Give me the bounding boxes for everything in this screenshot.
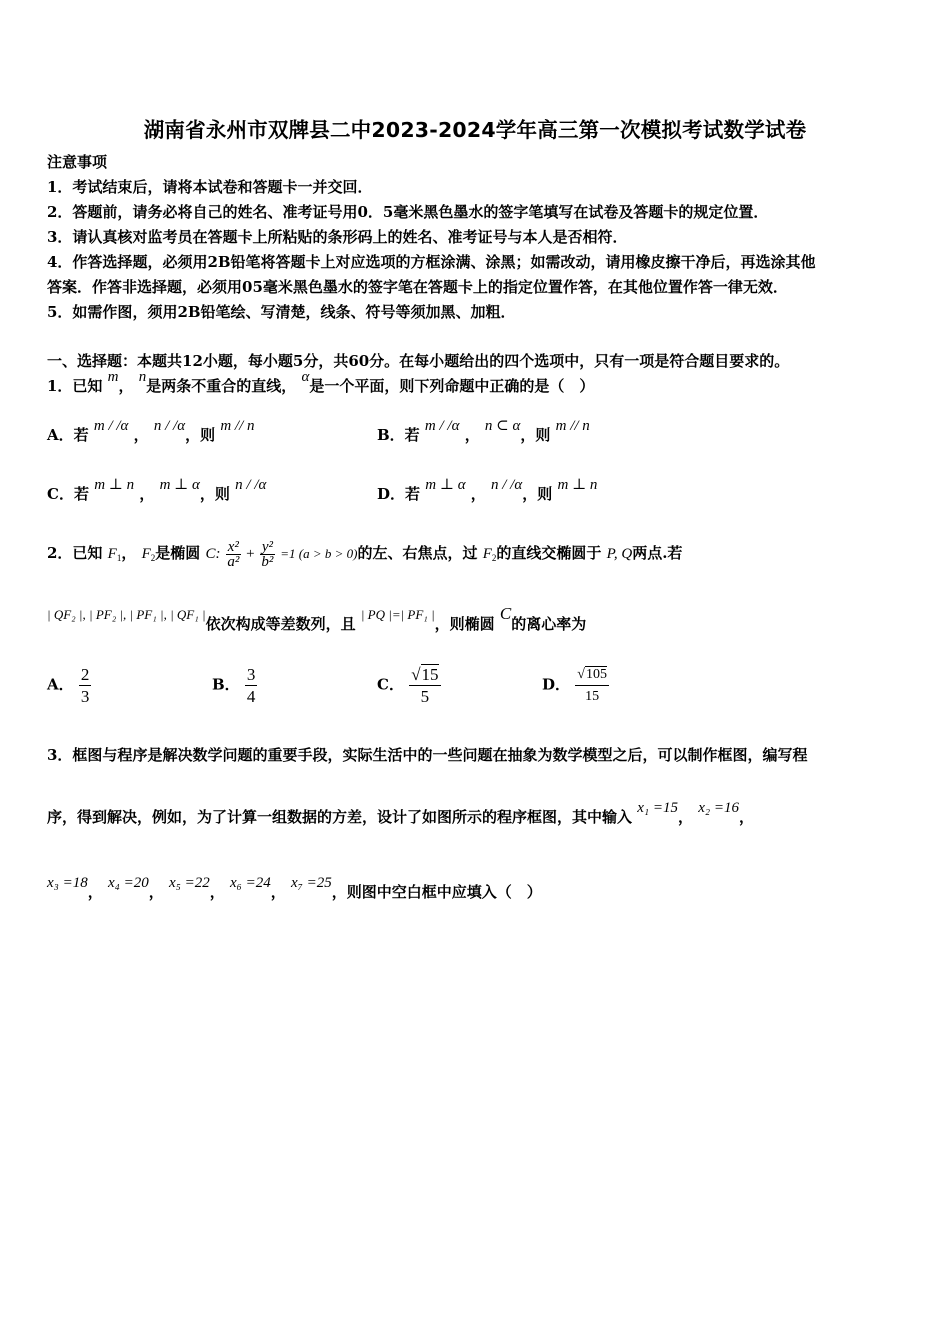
q2-tail: 两点.若 [632,544,683,562]
q1-option-c-then: ，则 [199,485,230,503]
q2-comma: ， [121,544,137,562]
q2-c: C [499,604,512,623]
q1-option-d[interactable]: D．若 m ⊥ α ， n / /α，则 m ⊥ n [377,477,598,503]
q3-x6: x₆ =24 [230,875,271,891]
q2-option-a-den: 3 [80,687,90,706]
q2-option-d-den: 15 [585,689,600,704]
q2-option-a[interactable] [47,664,91,707]
q1-option-c-cond-2: m ⊥ α [159,477,200,493]
q3-sep-6: ， [270,883,286,901]
q2-option-b-den: 4 [246,687,256,706]
q1-option-d-cond-2: n / /α [491,477,523,493]
q3-x1: x₁ =15 [637,800,678,816]
q2-end: 的离心率为 [511,615,587,633]
q3-line-2-text: 序，得到解决，例如，为了计算一组数据的方差，设计了如图所示的程序框图，其中输入 [47,808,633,826]
q2-seq-text: 依次构成等差数列，且 [205,615,356,633]
q2-option-c[interactable] [377,664,441,707]
q2-cond: | PQ |=| PF₁ | [360,607,435,622]
q1-tail: 是一个平面，则下列命题中正确的是（ ） [309,377,595,395]
q1-option-b-label: B．若 [377,426,420,444]
q2-option-a-num: 2 [80,665,90,684]
question-3-line-3 [47,875,542,903]
notice-item-3: 3．请认真核对监考员在答题卡上所粘贴的条形码上的姓名、准考证号与本人是否相符． [47,228,628,246]
q2-option-d[interactable] [542,664,609,707]
notice-item-4: 4．作答选择题，必须用2B铅笔将答题卡上对应选项的方框涂满、涂黑；如需改动，请用橡皮擦干净后，再选涂其他 [47,253,816,271]
q2-option-d-num: 105 [585,667,607,682]
q3-x5: x₅ =22 [169,875,210,891]
q3-x4: x₄ =20 [108,875,149,891]
q2-frac-x-den: a² [227,553,240,570]
q2-frac-y-den: b² [261,553,274,570]
q1-option-d-label: D．若 [377,485,421,503]
q1-option-a-then: ，则 [185,426,216,444]
q1-alpha: α [301,369,310,385]
section-1-heading: 一、选择题：本题共12小题，每小题5分，共60分。在每小题给出的四个选项中，只有一项是符合题目要求的。 [47,352,790,370]
q2-option-c-label: C． [377,675,404,694]
q2-f2-sub: 2 [150,553,156,563]
q2-seq: | QF₂ |, | PF₂ |, | PF₁ |, | QF₁ | [47,607,206,622]
q1-option-c-cond-1: m ⊥ n [94,477,135,493]
q1-option-b-then: ，则 [520,426,551,444]
question-3-line-2 [47,800,755,828]
question-1 [47,369,595,397]
notice-heading: 注意事项 [47,153,108,171]
exam-title: 湖南省永州市双牌县二中2023-2024学年高三第一次模拟考试数学试卷 [143,118,807,142]
q1-option-c-result: n / /α [235,477,267,493]
q1-option-b-cond-1: m / /α [424,418,460,434]
q2-frac-y-num: y² [261,538,273,555]
q1-n: n [138,369,147,385]
q1-option-d-result: m ⊥ n [557,477,598,493]
q2-option-a-label: A． [47,675,74,694]
q3-x7: x₇ =25 [291,875,332,891]
q1-option-c[interactable]: C．若 m ⊥ n ， m ⊥ α，则 n / /α [47,477,267,503]
q2-prefix: 2．已知 [47,544,103,562]
q2-f2 [142,546,156,562]
q2-option-b-label: B． [212,675,240,694]
q1-m: m [107,369,119,385]
q2-then: ，则椭圆 [434,615,495,633]
q1-option-d-cond-1: m ⊥ α [425,477,466,493]
q1-option-b-cond-2: n ⊂ α [484,418,521,434]
q2-option-d-label: D． [542,675,571,694]
q1-option-a-result: m // n [220,418,255,434]
q3-x3: x₃ =18 [47,875,88,891]
q2-option-c-frac: $\frac{√15}{5}$ [411,665,439,706]
q2-mid: 的左、右焦点，过 [357,544,478,562]
q2-option-c-num: 15 [421,665,439,684]
q1-option-d-then: ，则 [522,485,553,503]
q2-f2-again: $F_2$ [482,546,497,563]
q2-option-b[interactable] [212,664,257,707]
q1-option-a-label: A．若 [47,426,89,444]
q1-option-a[interactable]: A．若 m / /α ， n / /α，则 m // n [47,418,255,444]
q2-frac-x-num: x² [227,538,239,555]
q3-sep-2: ， [739,808,755,826]
q2-option-b-frac [245,664,258,707]
q2-ellipse-c: C: [205,546,221,562]
q2-option-c-den: 5 [420,687,430,706]
q1-option-a-cond-2: n / /α [153,418,186,434]
q2-f1 [108,546,122,562]
notice-item-1: 1．考试结束后，请将本试卷和答题卡一并交回． [47,178,373,196]
q2-is-ellipse: 是椭圆 [155,544,201,562]
q1-option-a-cond-1: m / /α [93,418,129,434]
q1-mid: 是两条不重合的直线， [146,377,297,395]
q1-prefix: 1．已知 [47,377,103,395]
q2-ellipse-eq: =1 (a > b > 0) [280,546,358,561]
question-2-cont [47,604,587,635]
q1-option-c-label: C．若 [47,485,89,503]
q3-sep-4: ， [148,883,164,901]
q2-frac-x [226,540,241,569]
q3-x2: x₂ =16 [698,800,739,816]
notice-item-5: 5．如需作图，须用2B铅笔绘、写清楚，线条、符号等须加黑、加粗． [47,303,516,321]
q2-pq: P, Q [606,546,633,562]
q2-option-b-num: 3 [246,665,256,684]
q1-option-b-result: m // n [555,418,590,434]
q2-option-a-frac [79,664,92,707]
notice-item-2: 2．答题前，请务必将自己的姓名、准考证号用0．5毫米黑色墨水的签字笔填写在试卷及答题卡的规定位置． [47,203,769,221]
notice-item-4-cont: 答案．作答非选择题，必须用05毫米黑色墨水的签字笔在答题卡上的指定位置作答，在其他位置作答一律无效． [47,278,788,296]
q3-sep-1: ， [678,808,694,826]
q3-sep-5: ， [209,883,225,901]
q3-sep-3: ， [87,883,103,901]
q2-through: 的直线交椭圆于 [496,544,602,562]
q1-option-b[interactable]: B．若 m / /α ， n ⊂ α，则 m // n [377,418,590,444]
q1-sep: ， [118,377,134,395]
q2-frac-y [260,540,275,569]
question-3-line-1: 3．框图与程序是解决数学问题的重要手段，实际生活中的一些问题在抽象为数学模型之后，可以制作框图，编写程 [47,746,808,764]
q2-f1-sub: 1 [116,553,122,563]
q3-end: ，则图中空白框中应填入（ ） [331,883,542,901]
q2-f2-letter: F [141,546,151,562]
question-2: 2．已知 $F_1$， $F_2$是椭圆 C: $\frac{\text{x²}}{\text{a²}}$ + $\frac{\text{y²}}{\text{b²}}$ =1 (a > b > 0)的左、右焦点，过 $F_2$的直线交椭圆于 P, Q两点.若 [47,538,683,570]
q2-f1-letter: F [107,546,117,562]
q2-option-d-frac: $\frac{√105}{15}$ [575,664,609,707]
